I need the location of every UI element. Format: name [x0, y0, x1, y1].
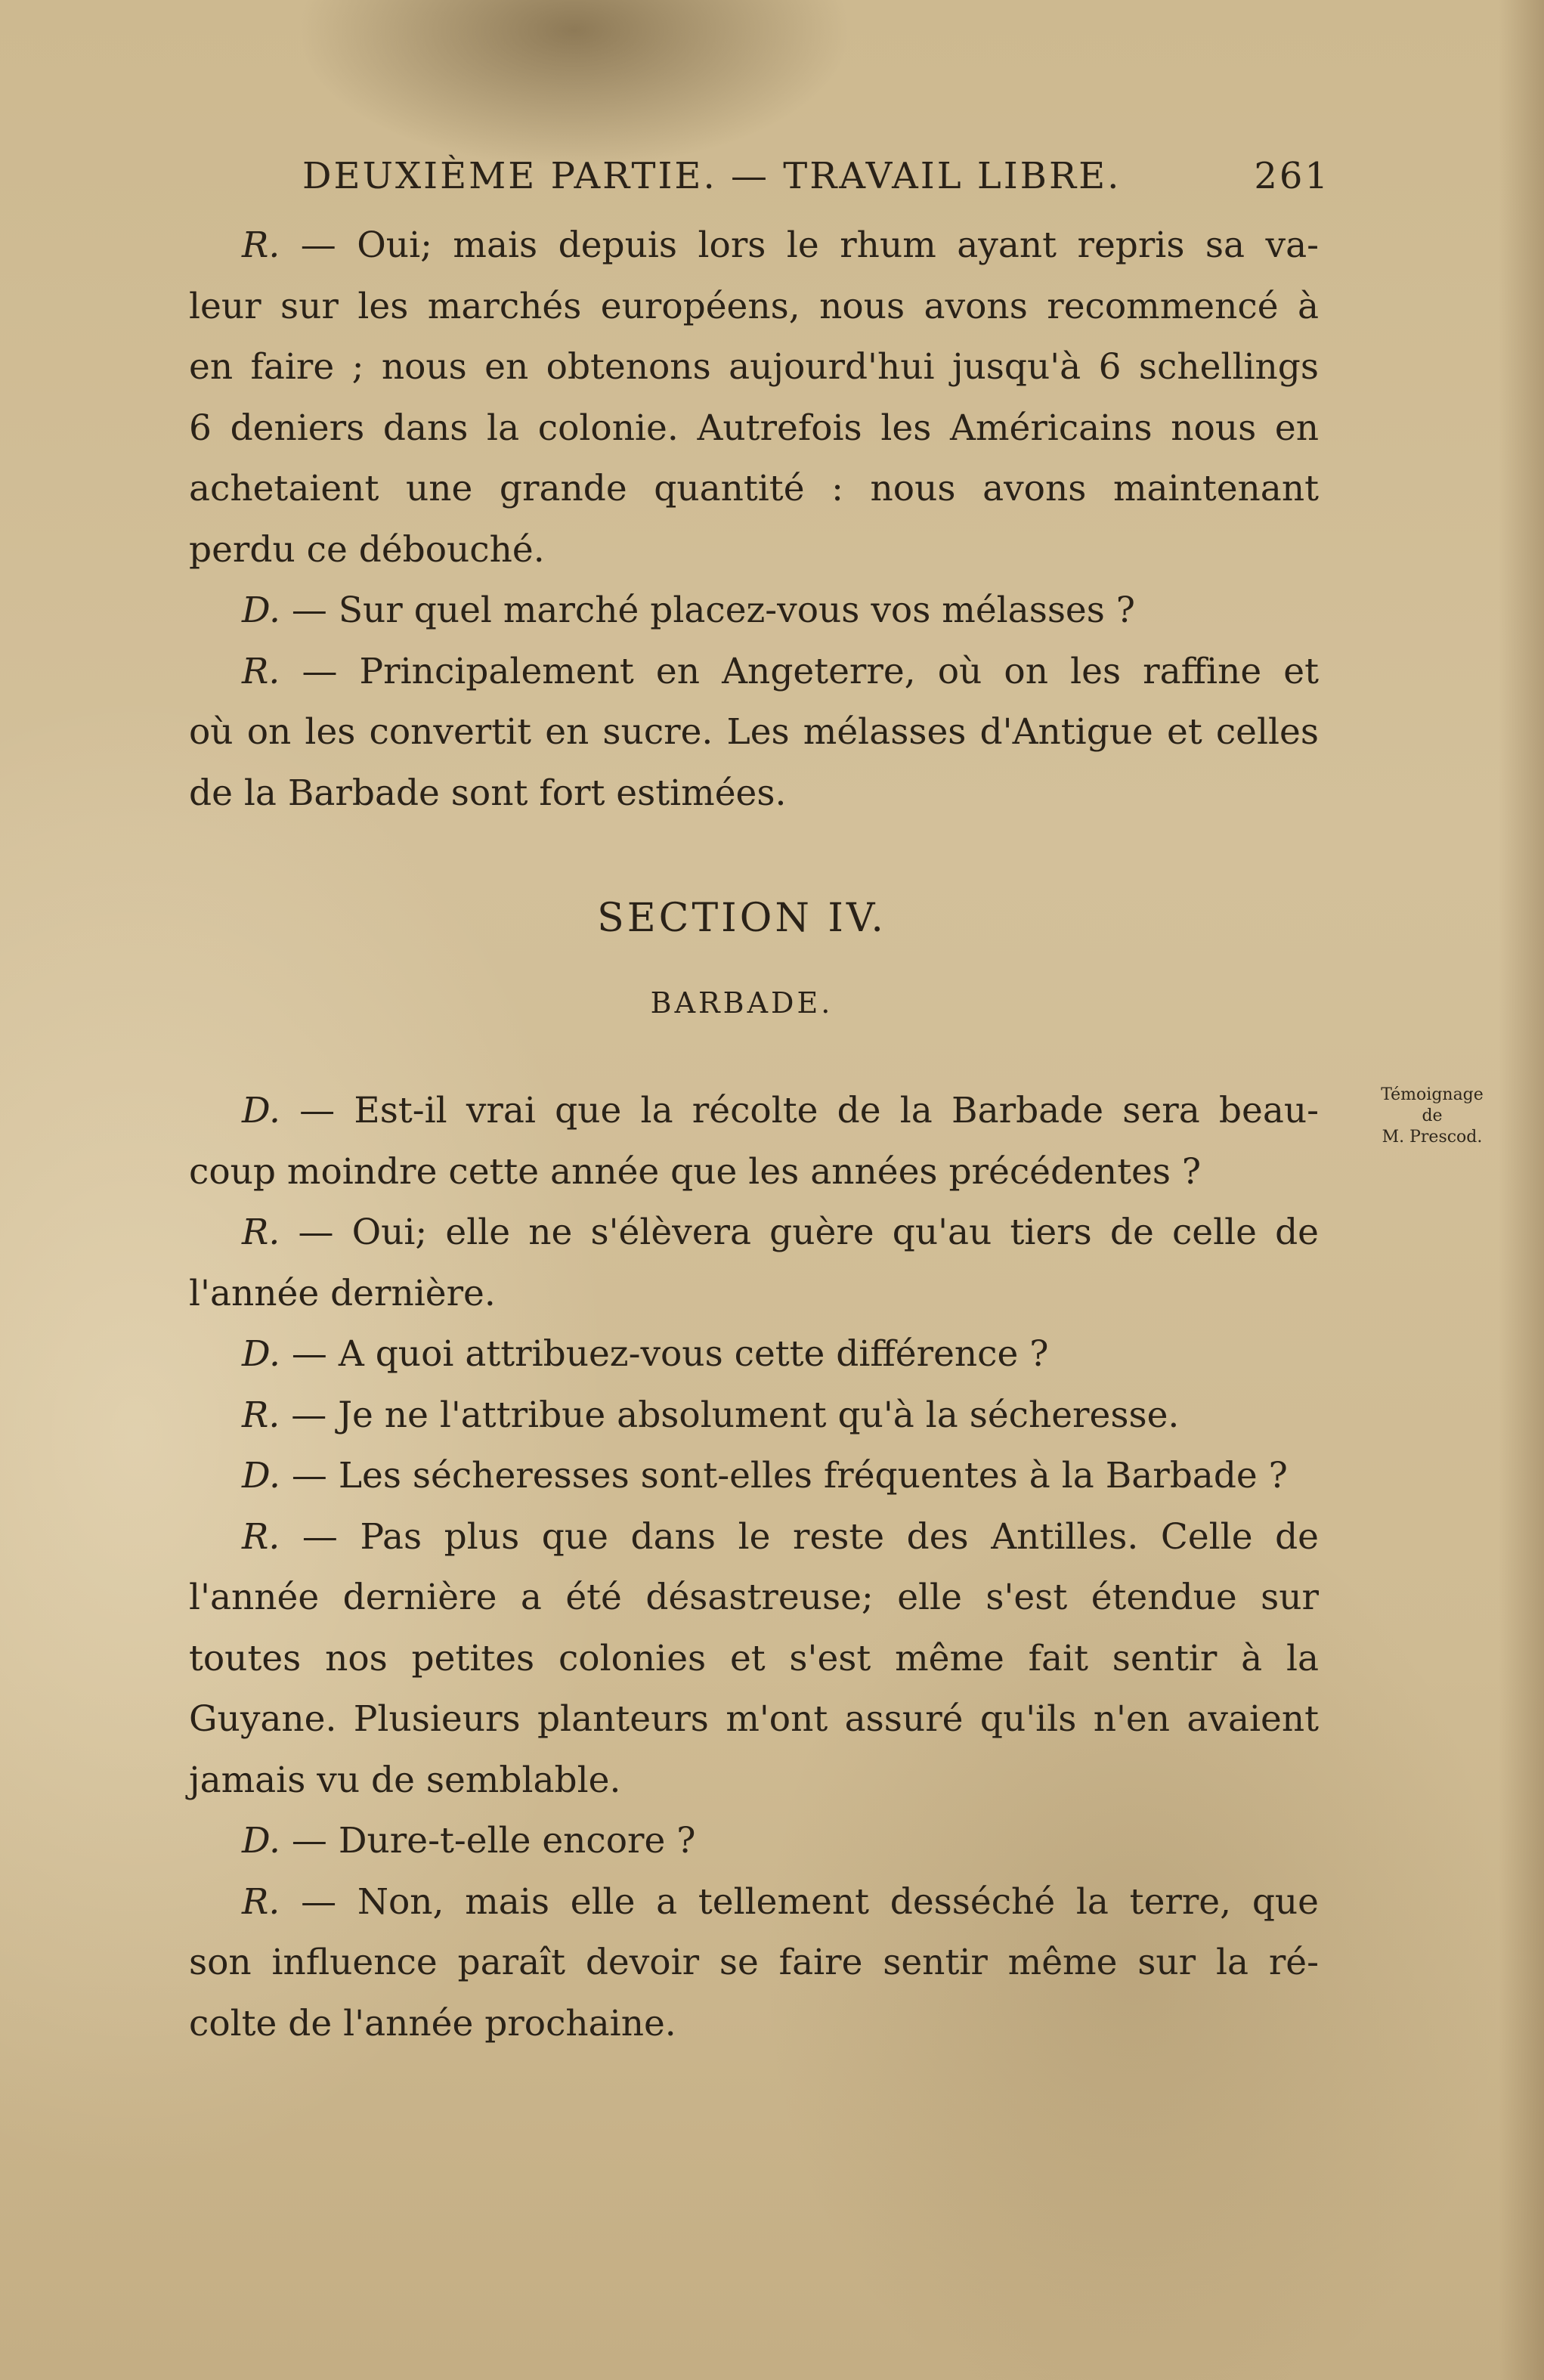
text-line — [189, 1568, 1319, 1629]
page-number: 261 — [1254, 155, 1330, 197]
text-line — [189, 1446, 1319, 1507]
line-text: — Non, mais elle a tellement desséché la terre, que — [280, 1880, 1319, 1923]
line-text: — Les sécheresses sont-elles fréquentes à la Barbade ? — [280, 1455, 1288, 1496]
line-text: de la Barbade sont fort estimées. — [189, 772, 787, 814]
speaker-label: R. — [242, 1880, 280, 1923]
text-line — [189, 1811, 1319, 1872]
text-line — [189, 459, 1319, 520]
section-subtitle: BARBADE. — [650, 986, 834, 1020]
speaker-label: D. — [242, 1820, 280, 1862]
line-text: où on les convertit en sucre. Les mélasses d'Antigue et celles — [189, 711, 1319, 753]
text-line — [189, 702, 1319, 763]
line-text: perdu ce débouché. — [189, 528, 545, 571]
text-line — [189, 277, 1319, 338]
line-text: — A quoi attribuez-vous cette différence ? — [280, 1333, 1049, 1375]
line-text: Guyane. Plusieurs planteurs m'ont assuré qu'ils n'en avaient — [189, 1698, 1319, 1740]
text-line — [189, 1385, 1319, 1447]
text-line — [189, 1324, 1319, 1385]
text-line — [189, 1689, 1319, 1750]
text-line — [189, 1142, 1319, 1203]
running-head — [302, 155, 1330, 197]
line-text: — Je ne l'attribue absolument qu'à la sécheresse. — [280, 1394, 1180, 1436]
line-text: achetaient une grande quantité : nous avons maintenant — [189, 468, 1319, 509]
line-text: coup moindre cette année que les années précédentes ? — [189, 1150, 1202, 1193]
speaker-label: D. — [242, 1455, 280, 1496]
section-title: SECTION IV. — [597, 896, 886, 941]
text-line — [189, 1629, 1319, 1690]
line-text: colte de l'année prochaine. — [189, 2002, 676, 2044]
running-head-title: DEUXIÈME PARTIE. — TRAVAIL LIBRE. — [302, 155, 1122, 197]
line-text: 6 deniers dans la colonie. Autrefois les Américains nous en — [189, 407, 1319, 449]
text-line — [189, 1081, 1319, 1142]
text-line — [189, 337, 1319, 398]
text-line — [189, 1202, 1319, 1264]
speaker-label: R. — [242, 1515, 280, 1558]
text-line — [189, 580, 1319, 642]
line-text: — Dure-t-elle encore ? — [280, 1820, 696, 1862]
line-text: — Sur quel marché placez-vous vos mélasses ? — [280, 590, 1136, 631]
line-text: — Oui; mais depuis lors le rhum ayant repris sa va- — [280, 224, 1319, 266]
line-text: l'année dernière a été désastreuse; elle s'est étendue sur — [189, 1577, 1319, 1618]
text-line — [189, 763, 1319, 825]
text-line — [189, 1994, 1319, 2055]
text-line — [189, 520, 1319, 581]
speaker-label: R. — [242, 650, 280, 692]
speaker-label: R. — [242, 1212, 280, 1253]
text-line — [189, 215, 1319, 277]
speaker-label: R. — [242, 1394, 280, 1436]
margin-note-line: M. Prescod. — [1382, 1128, 1483, 1147]
text-line — [189, 1750, 1319, 1812]
text-line — [189, 1872, 1319, 1933]
line-text: en faire ; nous en obtenons aujourd'hui jusqu'à 6 schellings — [189, 346, 1319, 388]
margin-note-line: Témoignage — [1381, 1085, 1484, 1104]
margin-note-line: de — [1422, 1106, 1443, 1125]
line-text: son influence paraît devoir se faire sentir même sur la ré- — [189, 1942, 1319, 1983]
line-text: — Est-il vrai que la récolte de la Barbade sera beau- — [280, 1090, 1319, 1131]
text-line — [189, 1507, 1319, 1568]
line-text: — Principalement en Angeterre, où on les raffine et — [280, 650, 1319, 692]
text-block-1 — [189, 215, 1319, 824]
line-text: leur sur les marchés européens, nous avons recommencé à — [189, 285, 1319, 327]
line-text: — Pas plus que dans le reste des Antilles. Celle de — [280, 1515, 1319, 1558]
text-line — [189, 1264, 1319, 1325]
text-line — [189, 1933, 1319, 1994]
speaker-label: R. — [242, 224, 280, 266]
margin-note — [1357, 1085, 1508, 1148]
speaker-label: D. — [242, 1090, 280, 1131]
speaker-label: D. — [242, 1333, 280, 1375]
text-line — [189, 642, 1319, 703]
line-text: l'année dernière. — [189, 1272, 496, 1314]
line-text: toutes nos petites colonies et s'est même fait sentir à la — [189, 1637, 1319, 1679]
text-block-2 — [189, 1081, 1319, 2054]
line-text: — Oui; elle ne s'élèvera guère qu'au tiers de celle de — [280, 1212, 1319, 1253]
speaker-label: D. — [242, 590, 280, 631]
text-line — [189, 398, 1319, 460]
line-text: jamais vu de semblable. — [189, 1759, 621, 1801]
